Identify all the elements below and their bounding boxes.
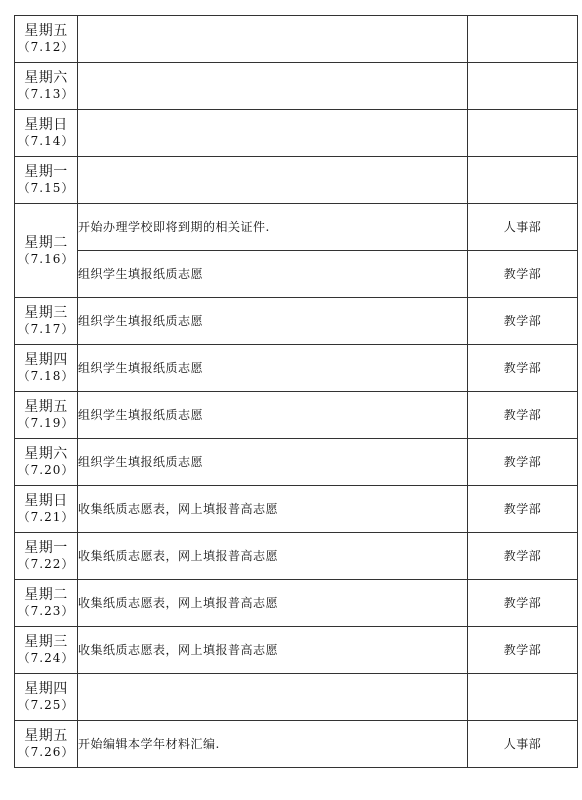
table-row [15, 392, 578, 439]
weekday-label: 星期一 [24, 164, 68, 180]
task-cell: 收集纸质志愿表，网上填报普高志愿 [78, 627, 468, 674]
weekday-label: 星期三 [24, 634, 68, 650]
department-cell: 教学部 [468, 533, 578, 580]
table-row [15, 345, 578, 392]
task-cell [78, 157, 468, 204]
task-cell: 组织学生填报纸质志愿 [78, 392, 468, 439]
table-row [15, 721, 578, 768]
date-label: （7.16） [17, 251, 75, 266]
department-cell [468, 674, 578, 721]
table-row [15, 486, 578, 533]
table-row [15, 251, 578, 298]
date-label: （7.15） [17, 181, 75, 195]
schedule-table [14, 15, 578, 768]
day-cell [15, 674, 78, 721]
table-row [15, 204, 578, 251]
table-row [15, 63, 578, 110]
department-cell: 人事部 [468, 204, 578, 251]
department-cell: 教学部 [468, 580, 578, 627]
weekday-label: 星期日 [24, 493, 68, 509]
day-cell [15, 580, 78, 627]
task-cell [78, 674, 468, 721]
task-cell: 组织学生填报纸质志愿 [78, 251, 468, 298]
date-label: （7.18） [17, 369, 75, 383]
table-row [15, 157, 578, 204]
weekday-label: 星期六 [24, 70, 68, 86]
task-cell: 组织学生填报纸质志愿 [78, 345, 468, 392]
department-cell: 教学部 [468, 439, 578, 486]
task-cell: 收集纸质志愿表，网上填报普高志愿 [78, 533, 468, 580]
day-cell [15, 157, 78, 204]
table-row [15, 627, 578, 674]
date-label: （7.24） [17, 651, 75, 665]
weekday-label: 星期四 [24, 681, 68, 697]
task-cell: 收集纸质志愿表，网上填报普高志愿 [78, 580, 468, 627]
day-cell [15, 627, 78, 674]
weekday-label: 星期三 [24, 305, 68, 321]
day-cell [15, 16, 78, 63]
table-row [15, 674, 578, 721]
task-cell [78, 110, 468, 157]
day-cell [15, 721, 78, 768]
weekday-label: 星期一 [24, 540, 68, 556]
date-label: （7.26） [17, 745, 75, 759]
task-cell: 收集纸质志愿表，网上填报普高志愿 [78, 486, 468, 533]
task-cell: 开始编辑本学年材料汇编. [78, 721, 468, 768]
day-cell [15, 204, 78, 298]
task-cell [78, 16, 468, 63]
date-label: （7.14） [17, 134, 75, 148]
day-cell [15, 110, 78, 157]
table-row [15, 533, 578, 580]
date-label: （7.17） [17, 322, 75, 336]
task-cell [78, 63, 468, 110]
department-cell [468, 63, 578, 110]
day-cell [15, 439, 78, 486]
table-row [15, 439, 578, 486]
weekday-label: 星期四 [24, 352, 68, 368]
department-cell [468, 16, 578, 63]
day-cell [15, 63, 78, 110]
date-label: （7.13） [17, 87, 75, 101]
weekday-label: 星期二 [24, 587, 68, 603]
table-row [15, 16, 578, 63]
day-cell [15, 298, 78, 345]
date-label: （7.12） [17, 40, 75, 54]
department-cell: 教学部 [468, 486, 578, 533]
day-cell [15, 486, 78, 533]
department-cell: 教学部 [468, 251, 578, 298]
date-label: （7.20） [17, 463, 75, 477]
date-label: （7.25） [17, 698, 75, 712]
date-label: （7.22） [17, 557, 75, 571]
table-row [15, 298, 578, 345]
date-label: （7.23） [17, 604, 75, 618]
day-cell [15, 345, 78, 392]
day-cell [15, 392, 78, 439]
weekday-label: 星期日 [24, 117, 68, 133]
day-cell [15, 533, 78, 580]
table-row [15, 110, 578, 157]
task-cell: 组织学生填报纸质志愿 [78, 439, 468, 486]
department-cell: 教学部 [468, 345, 578, 392]
weekday-label: 星期五 [24, 399, 68, 415]
department-cell: 教学部 [468, 392, 578, 439]
date-label: （7.21） [17, 510, 75, 524]
task-cell: 组织学生填报纸质志愿 [78, 298, 468, 345]
table-row [15, 580, 578, 627]
weekday-label: 星期六 [24, 446, 68, 462]
department-cell: 人事部 [468, 721, 578, 768]
weekday-label: 星期五 [24, 23, 68, 39]
department-cell: 教学部 [468, 298, 578, 345]
department-cell [468, 157, 578, 204]
department-cell: 教学部 [468, 627, 578, 674]
task-cell: 开始办理学校即将到期的相关证件. [78, 204, 468, 251]
date-label: （7.19） [17, 416, 75, 430]
weekday-label: 星期二 [24, 234, 68, 251]
department-cell [468, 110, 578, 157]
weekday-label: 星期五 [24, 728, 68, 744]
